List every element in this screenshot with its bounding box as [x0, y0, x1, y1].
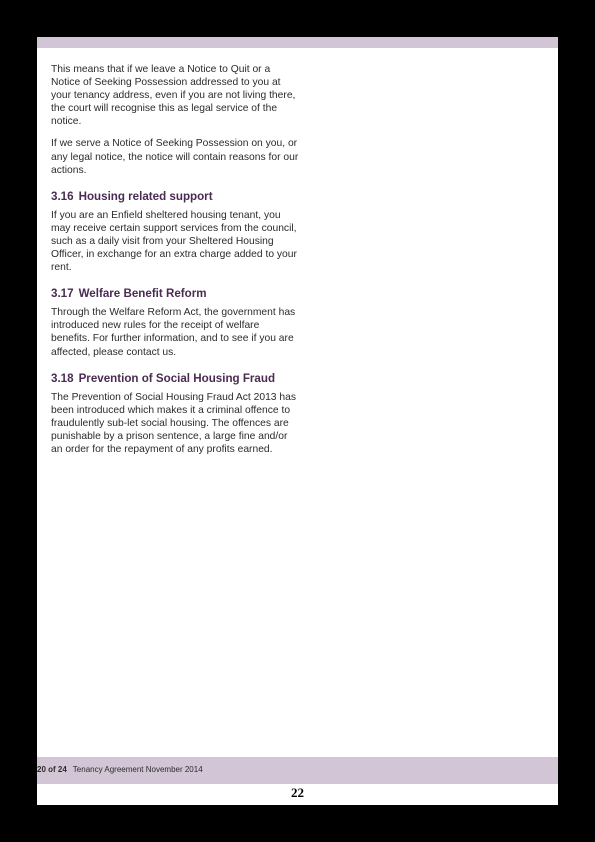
- section-body-3-16: If you are an Enfield sheltered housing tenant, you may receive certain support services from the council, such as a daily visit from your Sheltered Housing Officer, in exchange for an extra charge added to your rent.: [51, 209, 297, 274]
- footer-band: [37, 757, 558, 784]
- section-number: 3.16: [51, 189, 74, 203]
- section-heading-3-16: [51, 190, 301, 204]
- section-heading-3-17: [51, 287, 301, 301]
- intro-paragraph-1: This means that if we leave a Notice to Quit or a Notice of Seeking Possession addressed to you at your tenancy address, even if you are not living there, the court will recognise this as legal service of the notice.: [51, 64, 296, 128]
- intro-paragraph-2: If we serve a Notice of Seeking Possession on you, or any legal notice, the notice will contain reasons for our actions.: [51, 138, 299, 176]
- header-band: [37, 37, 558, 48]
- section-title: Housing related support: [78, 189, 213, 203]
- page-number: 22: [291, 785, 304, 800]
- section-body-3-17: Through the Welfare Reform Act, the government has introduced new rules for the receipt of welfare benefits. For further information, and to see if you are affected, please contact us.: [51, 307, 296, 358]
- page-content: [51, 63, 301, 465]
- section-number: 3.17: [51, 287, 74, 301]
- section-number: 3.18: [51, 371, 74, 385]
- document-page: [37, 37, 558, 805]
- footer-document-title: Tenancy Agreement November 2014: [72, 765, 203, 774]
- footer-page-count: 20 of 24: [37, 765, 67, 774]
- section-title: Prevention of Social Housing Fraud: [78, 371, 276, 385]
- section-body-3-18: The Prevention of Social Housing Fraud Act 2013 has been introduced which makes it a criminal offence to fraudulently sub-let social housing. The offences are punishable by a prison sentence, a large fine and/or an order for the repayment of any profits earned.: [51, 391, 296, 455]
- footer-text: [37, 764, 203, 776]
- section-title: Welfare Benefit Reform: [78, 287, 207, 301]
- section-heading-3-18: [51, 372, 301, 386]
